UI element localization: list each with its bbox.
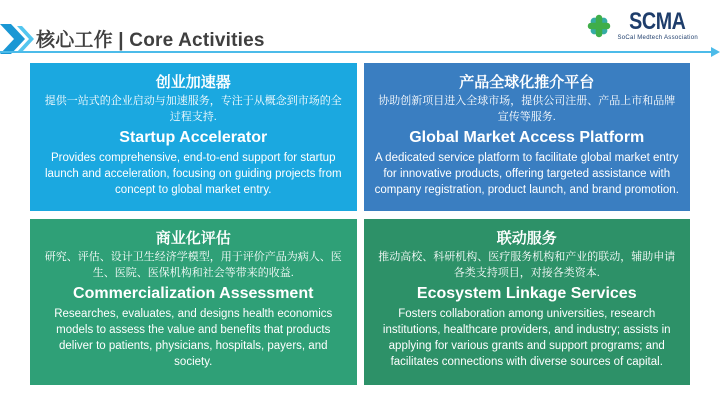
header-underline <box>0 51 711 53</box>
card-title-cn: 商业化评估 <box>155 230 231 247</box>
card-startup-accelerator <box>30 63 357 211</box>
scma-logo-subtitle: SoCal Medtech Association <box>617 35 698 41</box>
card-title-en: Global Market Access Platform <box>409 129 645 146</box>
scma-logo-text <box>617 10 698 41</box>
card-body-cn: 研究、评估、设计卫生经济学模型，用于评价产品为病人、医生、医院、医保机构和社会等带来的收益. <box>44 251 342 279</box>
chevron-double-right-icon <box>0 24 38 54</box>
card-body-en: Fosters collaboration among universities, research institutions, healthcare providers, and industry; assists in applying for various grants and support programs; and facilitates connections with diverse sources of capital. <box>382 308 671 368</box>
card-ecosystem-linkage-services <box>364 219 691 385</box>
card-title-en: Commercialization Assessment <box>73 285 314 302</box>
scma-logo <box>584 10 698 41</box>
card-body-en: Provides comprehensive, end-to-end support for startup launch and acceleration, focusing on guiding projects from concept to global market entry. <box>44 152 342 196</box>
card-body-cn: 推动高校、科研机构、医疗服务机构和产业的联动，辅助申请各类支持项目，对接各类资本. <box>378 251 676 279</box>
card-body-cn: 提供一站式的企业启动与加速服务，专注于从概念到市场的全过程支持. <box>44 95 342 123</box>
card-title-en: Startup Accelerator <box>119 129 268 146</box>
card-global-market-access <box>364 63 691 211</box>
scma-logo-name: SCMA <box>629 8 686 35</box>
card-body-cn: 协助创新项目进入全球市场，提供公司注册、产品上市和品牌宣传等服务. <box>378 95 676 123</box>
card-body-en: Researches, evaluates, and designs health economics models to assess the value and benefits that products deliver to patients, physicians, hospitals, payers, and society. <box>54 308 333 368</box>
header-underline-arrow-icon <box>711 47 720 57</box>
cards-grid <box>30 63 690 385</box>
card-title-cn: 产品全球化推介平台 <box>459 74 595 91</box>
scma-logo-cross-icon <box>584 11 614 41</box>
card-title-cn: 创业加速器 <box>155 74 231 91</box>
card-commercialization-assessment <box>30 219 357 385</box>
page-title: 核心工作 | Core Activities <box>36 30 265 51</box>
card-body-en: A dedicated service platform to facilitate global market entry for innovative products, offering targeted assistance with company registration, product launch, and brand promotion. <box>374 152 679 196</box>
card-title-cn: 联动服务 <box>496 230 557 247</box>
card-title-en: Ecosystem Linkage Services <box>416 285 637 302</box>
